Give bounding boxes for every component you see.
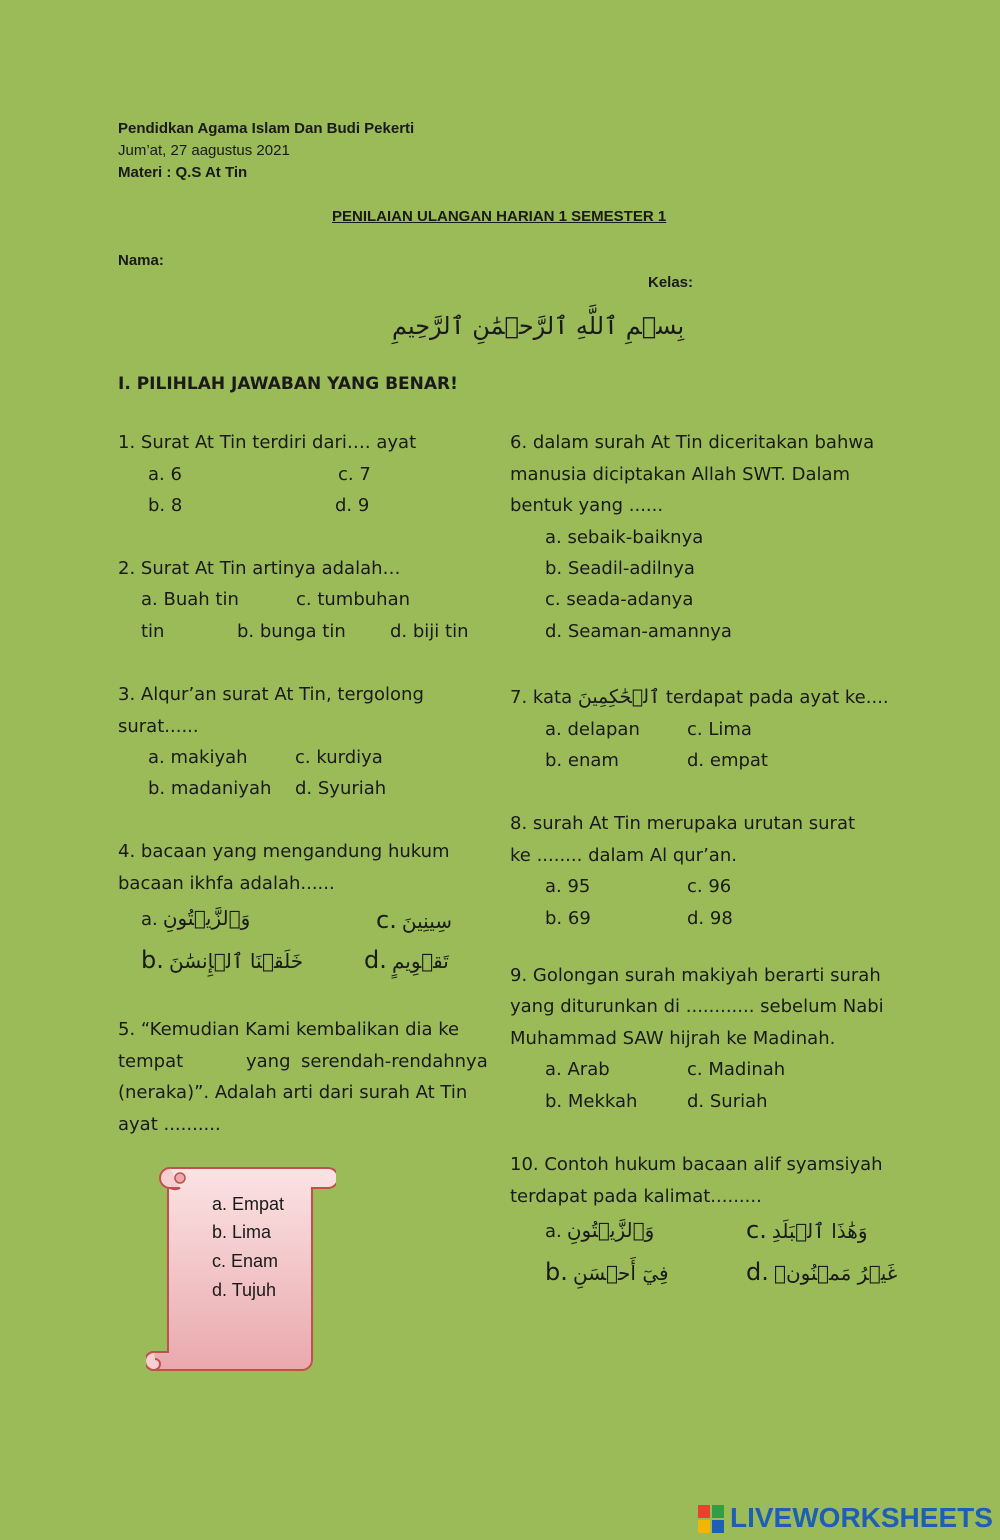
q6-option-a[interactable]: a. sebaik-baiknya [545, 527, 704, 548]
q4-option-a-arabic: وَٱلزَّيۡتُونِ [162, 906, 251, 930]
q7-option-d[interactable]: d. empat [687, 750, 768, 771]
q4-option-a[interactable] [141, 906, 250, 930]
q10-option-a[interactable] [545, 1218, 654, 1242]
q5-text-line2a: tempat [118, 1051, 184, 1072]
q8-text-line2: ke ........ dalam Al qur’an. [510, 845, 737, 866]
q5-option-a[interactable]: a. Empat [212, 1194, 285, 1214]
q4-option-b[interactable] [141, 946, 303, 974]
q10-option-c-arabic: وَهَٰذَا ٱلۡبَلَدِ [771, 1219, 868, 1243]
q1-option-d[interactable]: d. 9 [335, 495, 370, 516]
q6-option-b[interactable]: b. Seadil-adilnya [545, 558, 695, 579]
q4-option-c[interactable] [376, 906, 452, 934]
q4-option-a-label: a. [141, 909, 158, 930]
q5-text-line4: ayat .......... [118, 1114, 221, 1135]
q5-text-line2c: serendah-rendahnya [301, 1051, 488, 1072]
q6-text-line1: 6. dalam surah At Tin diceritakan bahwa [510, 432, 875, 453]
materi-line: Materi : Q.S At Tin [118, 164, 248, 181]
q7-text [510, 686, 889, 708]
section-heading: I. PILIHLAH JAWABAN YANG BENAR! [118, 374, 458, 394]
q7-text-pre: 7. kata [510, 687, 573, 708]
nama-label: Nama: [118, 252, 164, 269]
q10-option-b-label: b. [545, 1258, 568, 1286]
q10-option-b[interactable] [545, 1258, 669, 1286]
q5-text-line3: (neraka)”. Adalah arti dari surah At Tin [118, 1082, 468, 1103]
q7-option-b[interactable]: b. enam [545, 750, 619, 771]
kelas-label: Kelas: [648, 274, 694, 291]
q4-option-c-label: c. [376, 906, 397, 934]
q10-option-a-label: a. [545, 1221, 562, 1242]
q10-option-d[interactable] [746, 1258, 897, 1286]
q9-option-c[interactable]: c. Madinah [687, 1059, 786, 1080]
subject-title: Pendidkan Agama Islam Dan Budi Pekerti [118, 120, 415, 137]
liveworksheets-logo-icon [698, 1505, 726, 1535]
q7-option-c[interactable]: c. Lima [687, 719, 752, 740]
q10-option-a-arabic: وَٱلزَّيۡتُونِ [566, 1218, 655, 1242]
page-title: PENILAIAN ULANGAN HARIAN 1 SEMESTER 1 [332, 208, 667, 225]
q9-text-line2: yang diturunkan di ............ sebelum Nabi [510, 996, 884, 1017]
q4-text-line1: 4. bacaan yang mengandung hukum [118, 841, 450, 862]
q3-option-c[interactable]: c. kurdiya [295, 747, 383, 768]
q8-option-d[interactable]: d. 98 [687, 908, 733, 929]
q4-option-d-label: d. [364, 946, 387, 974]
q2-text: 2. Surat At Tin artinya adalah… [118, 558, 401, 579]
q4-option-b-arabic: خَلَقۡنَا ٱلۡإِنسَٰنَ [168, 949, 304, 973]
q10-option-c[interactable] [746, 1216, 868, 1244]
q4-option-d-arabic: تَقۡوِيمٍ [391, 949, 449, 973]
q3-text-line2: surat...... [118, 716, 199, 737]
q10-option-d-arabic: غَيۡرُ مَمۡنُونٖ [773, 1261, 898, 1285]
basmalah: بِسۡمِ ٱللَّهِ ٱلرَّحۡمَٰنِ ٱلرَّحِيمِ [392, 312, 685, 340]
q9-text-line1: 9. Golongan surah makiyah berarti surah [510, 965, 881, 986]
liveworksheets-brand[interactable]: LIVEWORKSHEETS [730, 1502, 993, 1533]
q4-option-c-arabic: سِينِينَ [401, 909, 453, 933]
q6-text-line3: bentuk yang ...... [510, 495, 664, 516]
q5-option-c[interactable]: c. Enam [212, 1251, 279, 1271]
q6-text-line2: manusia diciptakan Allah SWT. Dalam [510, 464, 851, 485]
q2-option-d[interactable]: d. biji tin [390, 621, 469, 642]
q10-text-line1: 10. Contoh hukum bacaan alif syamsiyah [510, 1154, 883, 1175]
q1-option-b[interactable]: b. 8 [148, 495, 183, 516]
q8-option-a[interactable]: a. 95 [545, 876, 591, 897]
q2-option-c[interactable]: c. tumbuhan [296, 589, 411, 610]
q3-option-a[interactable]: a. makiyah [148, 747, 248, 768]
q9-option-b[interactable]: b. Mekkah [545, 1091, 638, 1112]
q5-text-line2b: yang [246, 1051, 291, 1072]
q6-option-c[interactable]: c. seada-adanya [545, 589, 694, 610]
q4-option-d[interactable] [364, 946, 449, 974]
q2-option-a[interactable]: a. Buah tin [141, 589, 239, 610]
q9-option-d[interactable]: d. Suriah [687, 1091, 768, 1112]
q1-option-a[interactable]: a. 6 [148, 464, 182, 485]
q10-text-line2: terdapat pada kalimat......... [510, 1186, 762, 1207]
q8-option-c[interactable]: c. 96 [687, 876, 732, 897]
q3-option-d[interactable]: d. Syuriah [295, 778, 387, 799]
q9-option-a[interactable]: a. Arab [545, 1059, 610, 1080]
q4-text-line2: bacaan ikhfa adalah...... [118, 873, 335, 894]
q10-option-d-label: d. [746, 1258, 769, 1286]
q7-option-a[interactable]: a. delapan [545, 719, 640, 740]
q8-text-line1: 8. surah At Tin merupaka urutan surat [510, 813, 856, 834]
q5-option-b[interactable]: b. Lima [212, 1222, 272, 1242]
date-line: Jum’at, 27 aagustus 2021 [118, 142, 290, 159]
q10-option-b-arabic: فِيٓ أَحۡسَنِ [572, 1261, 669, 1285]
q3-text-line1: 3. Alqur’an surat At Tin, tergolong [118, 684, 424, 705]
q7-arabic-word: ٱلۡحَٰكِمِينَ [577, 686, 661, 708]
q1-option-c[interactable]: c. 7 [338, 464, 371, 485]
q5-option-d[interactable]: d. Tujuh [212, 1280, 277, 1300]
q6-option-d[interactable]: d. Seaman-amannya [545, 621, 732, 642]
q2-option-b[interactable]: b. bunga tin [237, 621, 346, 642]
q3-option-b[interactable]: b. madaniyah [148, 778, 272, 799]
q8-option-b[interactable]: b. 69 [545, 908, 591, 929]
q2-option-a-cont: tin [141, 621, 165, 642]
q7-text-post: terdapat pada ayat ke.... [665, 687, 889, 708]
q10-option-c-label: c. [746, 1216, 767, 1244]
q9-text-line3: Muhammad SAW hijrah ke Madinah. [510, 1028, 836, 1049]
q4-option-b-label: b. [141, 946, 164, 974]
q5-text-line1: 5. “Kemudian Kami kembalikan dia ke [118, 1019, 460, 1040]
q1-text: 1. Surat At Tin terdiri dari…. ayat [118, 432, 417, 453]
